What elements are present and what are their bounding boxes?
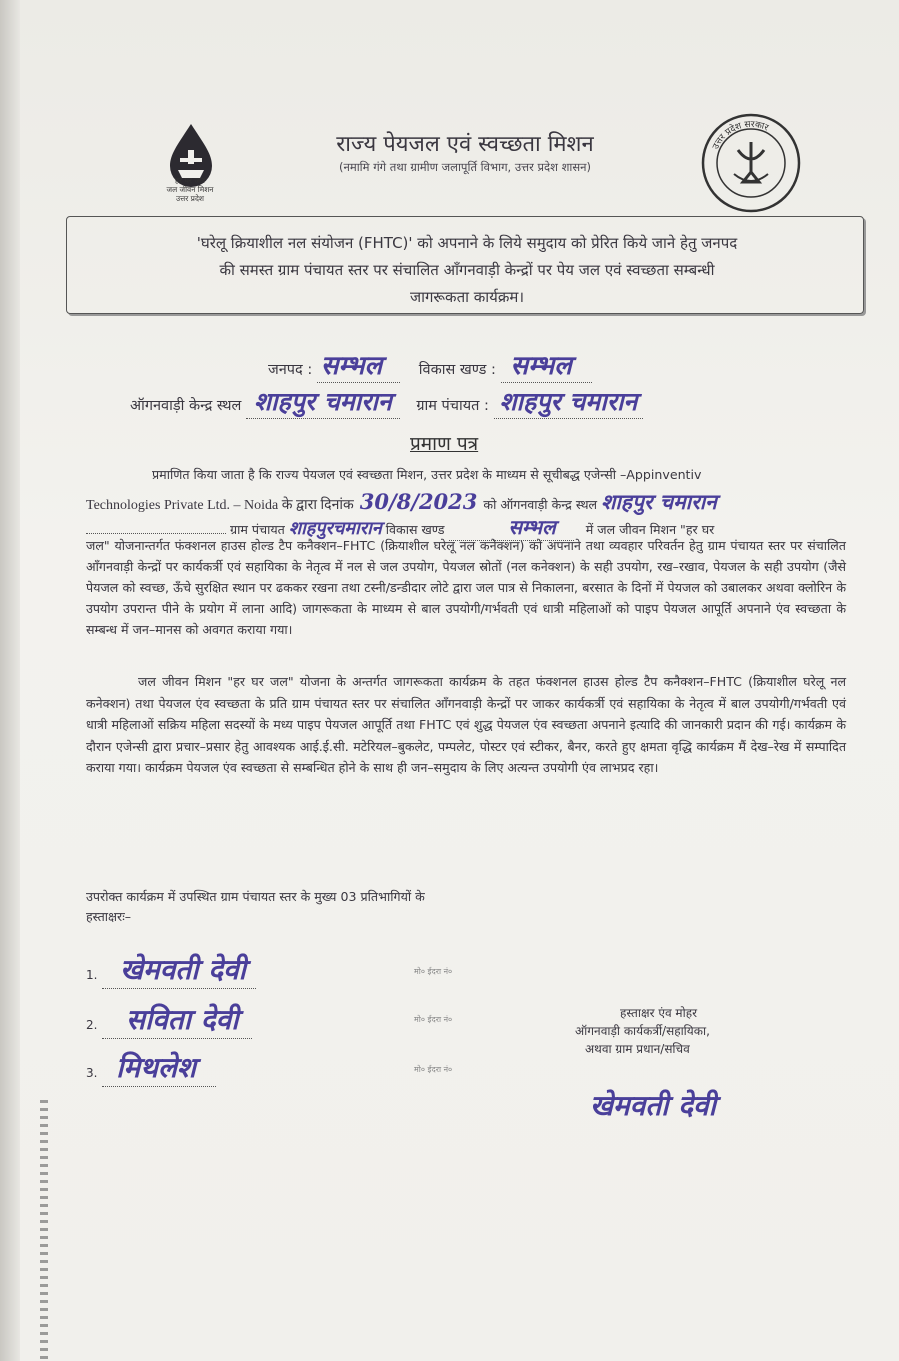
vikas-khand-value: सम्भल: [501, 346, 592, 383]
banner-line: की समस्त ग्राम पंचायत स्तर पर संचालित आँगनवाड़ी केन्द्रों पर पेय जल एवं स्वच्छता सम्बन्धी: [219, 261, 715, 279]
signature-label: हस्ताक्षर एंव मोहर: [620, 1006, 698, 1020]
participant-row: [86, 1048, 216, 1087]
vk-text: विकास खण्ड: [385, 522, 445, 537]
agency-text: Technologies Private Ltd. – Noida के द्वारा दिनांक: [86, 498, 354, 513]
blank-dots: [86, 533, 226, 534]
janpad-row: [268, 346, 592, 383]
participant-number: 3.: [86, 1066, 98, 1080]
page-fold-shadow: [0, 0, 20, 1361]
gram-panchayat-value: शाहपुर चमारान: [494, 384, 644, 419]
participant-signature: खेमवती देवी: [102, 950, 256, 989]
body-paragraph-2: जल जीवन मिशन "हर घर जल" योजना के अन्तर्गत जागरूकता कार्यक्रम के तहत फंक्शनल हाउस होल्ड टैप कनैक्शन–FHTC (क्रियाशील घरेलू नल कनेक्शन) तथा पेयजल एंव स्वच्छता के प्रति ग्राम पंचायत स्तर पर संचालित आँगनवाड़ी केन्द्रों पर जाकर कार्यकर्त्री एवं सहायिका के नेतृत्व में बाल उपयोगी/गर्भवती एवं धात्री महिलाओं सक्रिय महिला सदस्यों के मध्य पाइप पेयजल आपूर्ति तथा FHTC एवं शुद्ध पेयजल एंव स्वच्छता अपनाने इत्यादि की जानकारी प्रदान की गई। कार्यक्रम के दौरान एजेन्सी द्वारा प्रचार–प्रसार हेतु आवश्यक आई.ई.सी. मटेरियल–बुकलेट, पम्पलेट, पोस्टर एवं स्टीकर, बैनर, करते हुए क्षमता वृद्धि कार्यक्रम मैं देख–रेख में सम्पादित कराया गया। कार्यक्रम पेयजल एंव स्वच्छता से सम्बन्धित होने के साथ ही जन–समुदाय के लिए अत्यन्त उपयोगी एंव लाभप्रद रहा।: [86, 674, 846, 775]
logo-caption-line: हर घर जल: [175, 176, 205, 185]
janpad-value: सम्भल: [317, 346, 400, 383]
vikas-khand-label: विकास खण्ड :: [418, 362, 496, 378]
participant-signature: सविता देवी: [102, 1000, 252, 1039]
certificate-heading: प्रमाण पत्र: [410, 433, 479, 455]
signature-role: ऑगनवाड़ी कार्यकर्त्री/सहायिका,: [575, 1024, 710, 1038]
participants-intro-2: हस्ताक्षरः–: [86, 909, 132, 924]
mission-title: राज्य पेयजल एवं स्वच्छता मिशन: [336, 132, 594, 157]
kendra-row: [130, 384, 643, 419]
kendra-sthal-value: शाहपुर चमारान: [601, 489, 717, 514]
mission-subtitle: (नमामि गंगे तथा ग्रामीण जलापूर्ति विभाग, उत्तर प्रदेश शासन): [338, 160, 592, 174]
body-line-2: [86, 488, 717, 516]
participant-row: [86, 950, 256, 989]
participant-mobile: मो० ईदरा नं०: [414, 1015, 453, 1024]
banner-line: 'घरेलू क्रियाशील नल संयोजन (FHTC)' को अपनाने के लिये समुदाय को प्रेरित किये जाने हेतु जनपद: [196, 234, 738, 252]
body-line-1: प्रमाणित किया जाता है कि राज्य पेयजल एवं स्वच्छता मिशन, उत्तर प्रदेश के माध्यम से सूचीबद्ध एजेन्सी –Appinventiv: [152, 467, 702, 482]
participant-signature: मिथलेश: [102, 1048, 216, 1087]
left-logo-caption: [145, 176, 235, 203]
banner-line: जागरूकता कार्यक्रम।: [409, 288, 525, 306]
participant-number: 1.: [86, 968, 98, 982]
gp-text: ग्राम पंचायत: [230, 522, 285, 537]
participant-row: [86, 1000, 252, 1039]
participant-number: 2.: [86, 1018, 98, 1032]
seal-text: उत्तर प्रदेश सरकार: [711, 119, 770, 152]
logo-caption-line: उत्तर प्रदेश: [175, 194, 205, 203]
anganwadi-signature: खेमवती देवी: [590, 1089, 716, 1122]
kendra-label: ऑगनवाड़ी केन्द्र स्थल: [130, 398, 242, 414]
jjm-text: में जल जीवन मिशन "हर घर: [585, 522, 715, 537]
janpad-label: जनपद :: [268, 362, 313, 378]
participant-mobile: मो० ईदरा नं०: [414, 967, 453, 976]
program-date: 30/8/2023: [359, 489, 478, 514]
kendra-sthal-text: को ऑगनवाड़ी केन्द्र स्थल: [483, 497, 598, 512]
svg-text:उत्तर प्रदेश सरकार: [711, 120, 770, 151]
logo-caption-line: जल जीवन मिशन: [166, 185, 214, 194]
gram-panchayat-label: ग्राम पंचायत :: [416, 398, 489, 414]
program-banner-text: [92, 230, 842, 311]
gp-value: शाहपुरचमारान: [288, 518, 382, 539]
kendra-value: शाहपुर चमारान: [246, 384, 400, 419]
body-paragraph-1: जल" योजनान्तर्गत फंक्शनल हाउस होल्ड टैप कनैक्शन–FHTC (क्रियाशील घरेलू नल कनेक्शन) को अपनाने तथा व्यवहार परिवर्तन हेतु ग्राम पंचायत स्तर पर संचालित आँगनवाड़ी केन्द्रों पर कार्यकर्त्री एवं सहायिका के नेतृत्व में नल से जल उपयोग, पेयजल स्रोतों (नल कनेक्शन) के सही उपयोग, रख–रखाव, पेयजल के सही उपयोग (जैसे पेयजल को स्वच्छ, ऊँचे सुरक्षित स्थान पर ढककर रखना तथा टस्नी/डन्डीदार लोटे द्वारा जल पात्र से निकालना, बरसात के दिनों में पेयजल को उबालकर अथवा क्लोरिन के उपयोग उपरान्त पीने के प्रयोग में लाना आदि) जागरूकता के माध्यम से बाल उपयोगी/गर्भवती एवं धात्री महिलाओं को पाइप पेयजल आपूर्ति अपनाने एंव स्वच्छता के सम्बन्ध में जन–मानस को अवगत कराया गया।: [86, 538, 846, 637]
participant-mobile: मो० ईदरा नं०: [414, 1065, 453, 1074]
binding-holes: [40, 1100, 48, 1360]
participants-intro: उपरोक्त कार्यक्रम में उपस्थित ग्राम पंचायत स्तर के मुख्य 03 प्रतिभागियों के: [86, 889, 425, 904]
signature-role-alt: अथवा ग्राम प्रधान/सचिव: [585, 1042, 690, 1056]
up-government-seal: [700, 112, 802, 214]
vk-value: सम्भल: [449, 513, 574, 541]
